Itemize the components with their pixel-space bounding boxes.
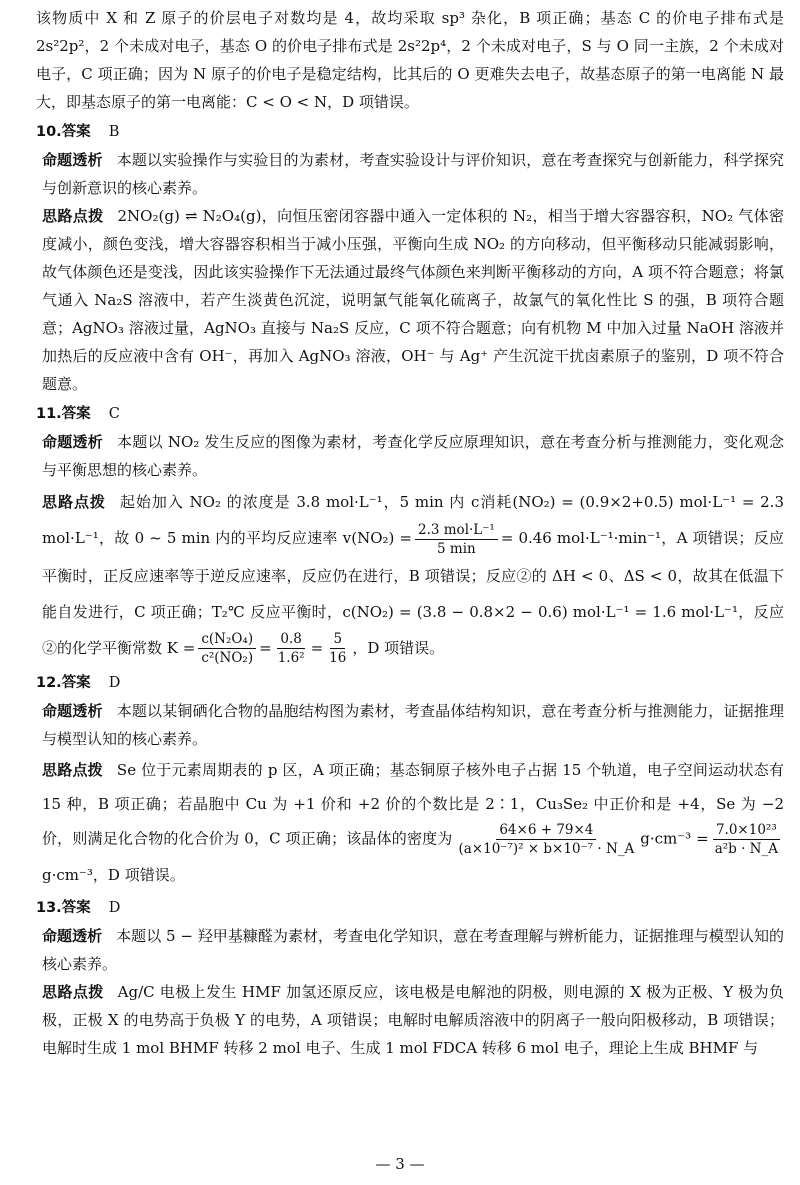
rate-fraction xyxy=(415,521,498,558)
answer-label: 答案 xyxy=(61,900,91,916)
page-number: — 3 — xyxy=(375,1155,425,1173)
fraction-denominator: 1.6² xyxy=(277,650,305,666)
hint-text-part1: 起始加入 NO₂ 的浓度是 3.8 mol·L⁻¹，5 min 内 c消耗(NO₂) = (0.9×2+0.5) mol·L⁻¹ = 2.3 mol·L⁻¹，故 0 ~ 5 min 内的平均反应速率 v(NO₂) = xyxy=(42,493,784,547)
hint-text-part3: ，D 项错误。 xyxy=(352,638,445,657)
answer-value: B xyxy=(108,124,120,140)
fraction-numerator: 64×6 + 79×4 xyxy=(496,821,596,840)
question-number: 13. xyxy=(36,900,62,916)
question-11-header xyxy=(36,400,784,428)
question-12-header xyxy=(36,669,784,697)
answer-value: D xyxy=(108,900,121,916)
intro-paragraph: 该物质中 X 和 Z 原子的价层电子对数均是 4，故均采取 sp³ 杂化，B 项正确；基态 C 的价电子排布式是 2s²2p²，2 个未成对电子，基态 O 的价电子排布式是 2s²2p⁴，2 个未成对电子，S 与 O 同一主族，2 个未成对电子，C 项正确；因为 N 原子的价电子是稳定结构，比其后的 O 更难失去电子，故基态原子的第一电离能 N 最大，即基态原子的第一电离能：C < O < N，D 项错误。 xyxy=(36,9,784,111)
question-10-header xyxy=(36,118,784,146)
analysis-paragraph xyxy=(42,428,784,484)
hint-text-part2: = 0.46 mol·L⁻¹·min⁻¹，A 项错误；反应平衡时，正反应速率等于逆反应速率，反应仍在进行，B 项错误；反应②的 ΔH < 0、ΔS < 0，故其在低温下能自发进行，C 项正确；T₂℃ 反应平衡时，c(NO₂) = (3.8 − 0.8×2 − 0.6) mol·L⁻¹ = 1.6 mol·L⁻¹，反应②的化学平衡常数 K = xyxy=(42,529,784,657)
fraction-numerator: 0.8 xyxy=(277,630,304,649)
answer-value: D xyxy=(108,675,121,691)
fraction-denominator: (a×10⁻⁷)² × b×10⁻⁷ · N_A xyxy=(458,841,635,857)
answer-label: 答案 xyxy=(61,406,91,422)
page-content xyxy=(36,4,784,1062)
answer-label: 答案 xyxy=(61,675,91,691)
hint-label: 思路点拨 xyxy=(42,983,104,1001)
hint-label: 思路点拨 xyxy=(42,207,104,225)
analysis-label: 命题透析 xyxy=(42,927,103,945)
question-11 xyxy=(36,400,784,667)
analysis-paragraph xyxy=(42,146,784,202)
hint-paragraph xyxy=(42,978,784,1062)
fraction-denominator: a²b · N_A xyxy=(714,841,778,857)
fraction-numerator: c(N₂O₄) xyxy=(198,630,256,649)
answer-value: C xyxy=(108,406,120,422)
fraction-numerator: 2.3 mol·L⁻¹ xyxy=(415,521,498,540)
analysis-text: 本题以 5 − 羟甲基糠醛为素材，考查电化学知识，意在考查理解与辨析能力，证据推理与模型认知的核心素养。 xyxy=(42,927,784,973)
density-unit: g·cm⁻³ = xyxy=(640,829,709,848)
question-number: 12. xyxy=(36,675,62,691)
hint-label: 思路点拨 xyxy=(42,493,106,511)
analysis-label: 命题透析 xyxy=(42,702,103,720)
question-number: 11. xyxy=(36,406,62,422)
question-13 xyxy=(36,894,784,1062)
hint-paragraph xyxy=(42,202,784,398)
question-13-header xyxy=(36,894,784,922)
page-footer xyxy=(0,1150,800,1178)
fraction-denominator: 16 xyxy=(329,650,347,666)
fraction-denominator: 5 min xyxy=(437,540,476,557)
k-fraction-1 xyxy=(198,630,256,667)
question-12 xyxy=(36,669,784,892)
hint-text-part2: g·cm⁻³，D 项错误。 xyxy=(42,866,185,884)
hint-label: 思路点拨 xyxy=(42,761,103,779)
fraction-denominator: c²(NO₂) xyxy=(201,650,254,666)
fraction-numerator: 5 xyxy=(330,630,345,649)
fraction-numerator: 7.0×10²³ xyxy=(713,821,780,840)
answer-label: 答案 xyxy=(61,124,91,140)
hint-text: 2NO₂(g) ⇌ N₂O₄(g)，向恒压密闭容器中通入一定体积的 N₂，相当于增大容器容积，NO₂ 气体密度减小，颜色变浅，增大容器容积相当于减小压强，平衡向生成 NO₂ 的方向移动，但平衡移动只能减弱影响，故气体颜色还是变浅，因此该实验操作下无法通过最终气体颜色来判断平衡移动的方向，A 项不符合题意；将氯气通入 Na₂S 溶液中，若产生淡黄色沉淀，说明氯气能氧化硫离子，故氯气的氧化性比 S 的强，B 项符合题意；AgNO₃ 溶液过量，AgNO₃ 直接与 Na₂S 反应，C 项不符合题意；向有机物 M 中加入过量 NaOH 溶液并加热后的反应液中含有 OH⁻，再加入 AgNO₃ 溶液，OH⁻ 与 Ag⁺ 产生沉淀干扰卤素原子的鉴别，D 项不符合题意。 xyxy=(42,207,784,393)
hint-paragraph xyxy=(42,753,784,892)
k-fraction-2 xyxy=(275,630,308,667)
analysis-label: 命题透析 xyxy=(42,433,104,451)
hint-paragraph: 思路点拨 起始加入 NO₂ 的浓度是 3.8 mol·L⁻¹，5 min 内 c消耗(NO₂) = (0.9×2+0.5) mol·L⁻¹ = 2.3 mol·L⁻¹，故 0 ~ 5 min 内的平均反应速率 v(NO₂) = $\frac{\text{2.3 mol·L⁻¹}}{5 \min}$ = 0.46 mol·L⁻¹·min⁻¹，A 项错误；反应平衡时，正反应速率等于逆反应速率，反应仍在进行，B 项错误；反应②的 ΔH < 0、ΔS < 0，故其在低温下能自发进行，C 项正确；T₂℃ 反应平衡时，c(NO₂) = (3.8 − 0.8×2 − 0.6) mol·L⁻¹ = 1.6 mol·L⁻¹，反应②的化学平衡常数 K = $\frac{\text{c(N₂O₄)}}{\text{c²(NO₂)}}$ = $\frac{0.8}{\text{1.6²}}$ = $\frac{5}{16}$ ，D 项错误。 xyxy=(42,493,784,666)
density-fraction-2 xyxy=(712,821,781,858)
question-10 xyxy=(36,118,784,398)
hint-text: Ag/C 电极上发生 HMF 加氢还原反应，该电极是电解池的阴极，则电源的 X 极为正极、Y 极为负极，正极 X 的电势高于负极 Y 的电势，A 项错误；电解时电解质溶液中的阴离子一般向阳极移动，B 项错误；电解时生成 1 mol BHMF 转移 2 mol 电子、生成 1 mol FDCA 转移 6 mol 电子，理论上生成 BHMF 与 xyxy=(42,983,784,1057)
question-number: 10. xyxy=(36,124,62,140)
analysis-label: 命题透析 xyxy=(42,151,103,169)
analysis-text: 本题以某铜硒化合物的晶胞结构图为素材，考查晶体结构知识，意在考查分析与推测能力，证据推理与模型认知的核心素养。 xyxy=(42,702,784,748)
density-fraction-1 xyxy=(455,821,637,858)
analysis-paragraph xyxy=(42,922,784,978)
hint-text-part1: Se 位于元素周期表的 p 区，A 项正确；基态铜原子核外电子占据 15 个轨道，电子空间运动状态有 15 种，B 项正确；若晶胞中 Cu 为 +1 价和 +2 价的个数比是 2∶1，Cu₃Se₂ 中正价和是 +4，Se 为 −2 价，则满足化合物的化合价为 0，C 项正确；该晶体的密度为 xyxy=(42,761,784,848)
analysis-text: 本题以 NO₂ 发生反应的图像为素材，考查化学反应原理知识，意在考查分析与推测能力，变化观念与平衡思想的核心素养。 xyxy=(42,433,784,479)
k-fraction-3 xyxy=(326,630,349,667)
analysis-paragraph xyxy=(42,697,784,753)
analysis-text: 本题以实验操作与实验目的为素材，考查实验设计与评价知识，意在考查探究与创新能力，科学探究与创新意识的核心素养。 xyxy=(42,151,784,197)
